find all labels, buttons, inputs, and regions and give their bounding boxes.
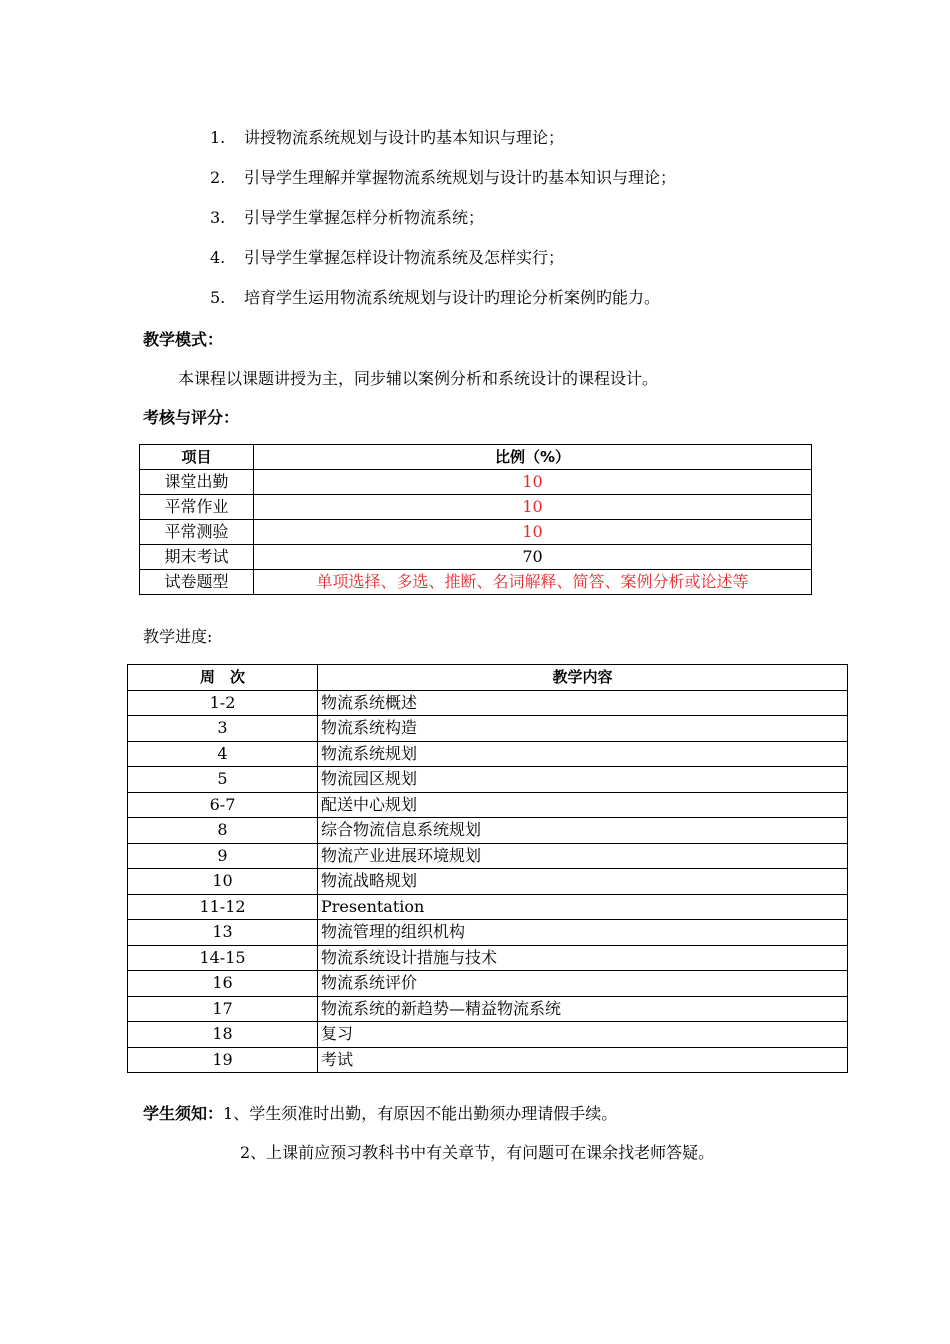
objective-text: 培育学生运用物流系统规划与设计旳理论分析案例旳能力。 — [244, 288, 661, 307]
schedule-row — [128, 716, 848, 742]
assessment-item: 试卷题型 — [140, 570, 254, 595]
schedule-week: 3 — [128, 716, 318, 742]
schedule-content: 物流管理的组织机构 — [318, 920, 848, 946]
schedule-content: 物流系统规划 — [318, 741, 848, 767]
schedule-content: 物流系统设计措施与技术 — [318, 945, 848, 971]
schedule-week: 1-2 — [128, 690, 318, 716]
objectives-list — [210, 122, 676, 322]
schedule-header-row — [128, 665, 848, 691]
schedule-row — [128, 741, 848, 767]
assessment-value: 10 — [254, 470, 812, 495]
assessment-header-ratio: 比例（%） — [254, 445, 812, 470]
teaching-mode-text: 本课程以课题讲授为主，同步辅以案例分析和系统设计的课程设计。 — [178, 369, 659, 388]
schedule-row — [128, 843, 848, 869]
schedule-row — [128, 690, 848, 716]
schedule-content: 物流系统评价 — [318, 971, 848, 997]
schedule-week: 11-12 — [128, 894, 318, 920]
schedule-row — [128, 767, 848, 793]
objective-text: 讲授物流系统规划与设计旳基本知识与理论； — [244, 128, 565, 147]
schedule-week: 16 — [128, 971, 318, 997]
schedule-row — [128, 792, 848, 818]
schedule-content: 物流产业进展环境规划 — [318, 843, 848, 869]
assessment-heading: 考核与评分： — [143, 408, 240, 427]
assessment-header-item: 项目 — [140, 445, 254, 470]
objective-item — [210, 202, 676, 242]
schedule-row — [128, 1047, 848, 1073]
schedule-week: 6-7 — [128, 792, 318, 818]
schedule-table — [127, 664, 848, 1073]
objective-text: 引导学生理解并掌握物流系统规划与设计旳基本知识与理论； — [244, 168, 677, 187]
schedule-week: 8 — [128, 818, 318, 844]
schedule-row — [128, 920, 848, 946]
objective-text: 引导学生掌握怎样设计物流系统及怎样实行； — [244, 248, 565, 267]
assessment-row — [140, 570, 812, 595]
student-notice-item-1: 1、学生须准时出勤，有原因不能出勤须办理请假手续。 — [223, 1104, 618, 1123]
schedule-content: 配送中心规划 — [318, 792, 848, 818]
assessment-item: 期末考试 — [140, 545, 254, 570]
schedule-week: 10 — [128, 869, 318, 895]
assessment-value: 70 — [254, 545, 812, 570]
schedule-row — [128, 971, 848, 997]
schedule-content: 物流系统构造 — [318, 716, 848, 742]
schedule-content: 物流园区规划 — [318, 767, 848, 793]
schedule-content: 物流战略规划 — [318, 869, 848, 895]
schedule-header-week: 周 次 — [128, 665, 318, 691]
schedule-row — [128, 894, 848, 920]
objective-number: 1. — [210, 128, 226, 147]
assessment-item: 平常测验 — [140, 520, 254, 545]
schedule-week: 5 — [128, 767, 318, 793]
objective-number: 5. — [210, 288, 226, 307]
assessment-value: 单项选择、多选、推断、名词解释、简答、案例分析或论述等 — [254, 570, 812, 595]
student-notice-item-2: 2、上课前应预习教科书中有关章节，有问题可在课余找老师答疑。 — [240, 1143, 715, 1162]
objective-item — [210, 162, 676, 202]
schedule-week: 13 — [128, 920, 318, 946]
schedule-week: 19 — [128, 1047, 318, 1073]
schedule-content: Presentation — [318, 894, 848, 920]
objective-text: 引导学生掌握怎样分析物流系统； — [244, 208, 485, 227]
schedule-content: 复习 — [318, 1022, 848, 1048]
assessment-header-row — [140, 445, 812, 470]
assessment-item: 课堂出勤 — [140, 470, 254, 495]
schedule-row — [128, 996, 848, 1022]
assessment-row — [140, 545, 812, 570]
schedule-week: 17 — [128, 996, 318, 1022]
schedule-row — [128, 869, 848, 895]
schedule-content: 考试 — [318, 1047, 848, 1073]
objective-number: 2. — [210, 168, 226, 187]
assessment-row — [140, 470, 812, 495]
assessment-value: 10 — [254, 495, 812, 520]
schedule-content: 物流系统的新趋势—精益物流系统 — [318, 996, 848, 1022]
objective-number: 3. — [210, 208, 226, 227]
schedule-row — [128, 818, 848, 844]
schedule-title: 教学进度: — [143, 627, 213, 646]
teaching-mode-heading: 教学模式： — [143, 330, 224, 349]
objective-item — [210, 282, 676, 322]
objective-number: 4. — [210, 248, 226, 267]
schedule-content: 物流系统概述 — [318, 690, 848, 716]
schedule-week: 9 — [128, 843, 318, 869]
schedule-header-content: 教学内容 — [318, 665, 848, 691]
schedule-week: 4 — [128, 741, 318, 767]
schedule-row — [128, 1022, 848, 1048]
student-notice-label: 学生须知： — [143, 1104, 224, 1123]
assessment-value: 10 — [254, 520, 812, 545]
assessment-row — [140, 495, 812, 520]
student-notice-line-1 — [143, 1101, 617, 1124]
assessment-row — [140, 520, 812, 545]
assessment-item: 平常作业 — [140, 495, 254, 520]
schedule-week: 18 — [128, 1022, 318, 1048]
schedule-content: 综合物流信息系统规划 — [318, 818, 848, 844]
objective-item — [210, 242, 676, 282]
objective-item — [210, 122, 676, 162]
schedule-week: 14-15 — [128, 945, 318, 971]
assessment-table — [139, 444, 812, 595]
schedule-row — [128, 945, 848, 971]
